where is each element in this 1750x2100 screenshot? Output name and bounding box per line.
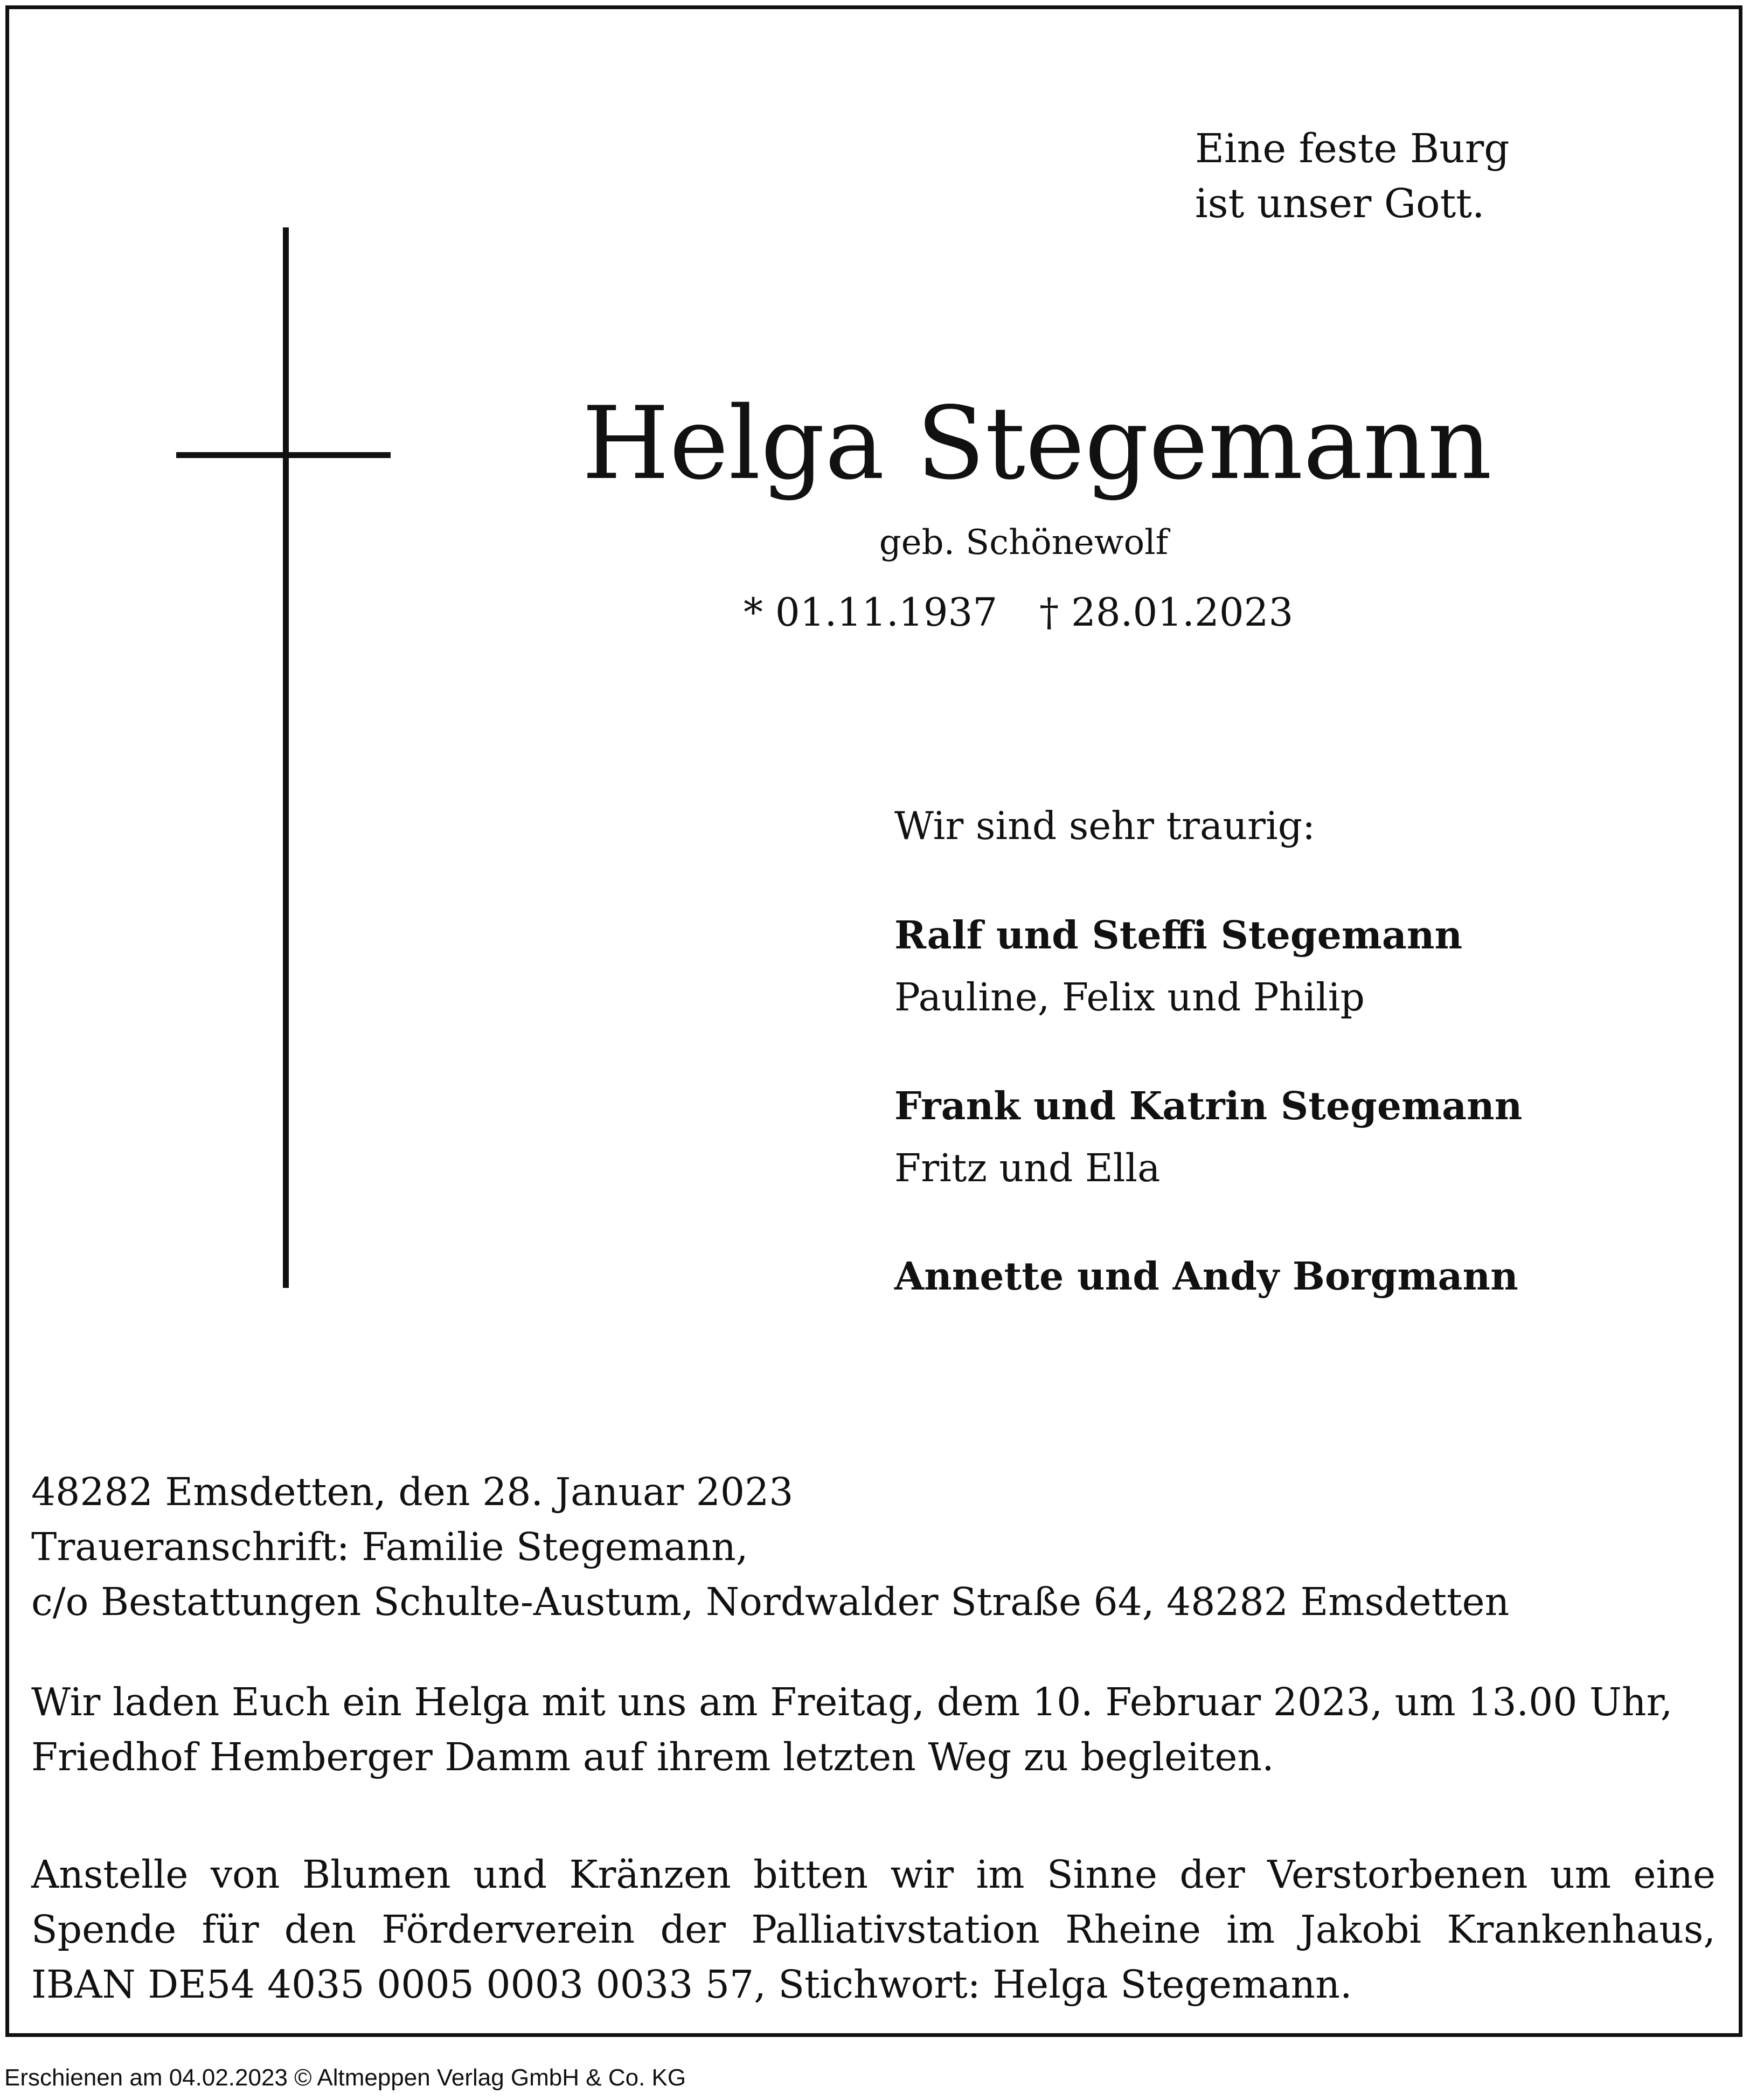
- donation-line: Anstelle von Blumen und Kränzen bitten wir im Sinne der Verstorbenen um eine: [31, 1852, 1716, 1897]
- donation-block: [31, 1847, 1716, 2012]
- life-dates: [744, 590, 1294, 635]
- death-date: † 28.01.2023: [1039, 590, 1294, 635]
- address-block: [31, 1465, 1509, 1630]
- verse: [1195, 121, 1510, 231]
- donation-line: Spende für den Förderverein der Palliativstation Rheine im Jakobi Krankenhaus,: [31, 1907, 1716, 1952]
- donation-line: IBAN DE54 4035 0005 0003 0033 57, Stichwort: Helga Stegemann.: [31, 1962, 1352, 2007]
- verse-line: ist unser Gott.: [1195, 181, 1485, 227]
- cross-horizontal-bar: [176, 452, 391, 458]
- mourners-intro: Wir sind sehr traurig:: [894, 803, 1316, 848]
- publication-footer: Erschienen am 04.02.2023 © Altmeppen Verlag GmbH & Co. KG: [4, 2064, 686, 2091]
- mourner-family-children: Pauline, Felix und Philip: [894, 975, 1365, 1020]
- mourner-family-children: Fritz und Ella: [894, 1146, 1161, 1190]
- invitation-line: Wir laden Euch ein Helga mit uns am Freitag, dem 10. Februar 2023, um 13.00 Uhr,: [31, 1680, 1673, 1724]
- invitation-line: Friedhof Hemberger Damm auf ihrem letzten Weg zu begleiten.: [31, 1735, 1274, 1779]
- deceased-name: Helga Stegemann: [582, 385, 1492, 502]
- mourner-family-name: Frank und Katrin Stegemann: [894, 1083, 1523, 1128]
- mourner-family-name: Annette und Andy Borgmann: [894, 1253, 1518, 1299]
- cross-vertical-bar: [283, 227, 289, 1288]
- address-line: 48282 Emsdetten, den 28. Januar 2023: [31, 1470, 794, 1514]
- birth-date: * 01.11.1937: [744, 590, 998, 635]
- address-line: Traueranschrift: Familie Stegemann,: [31, 1524, 748, 1569]
- address-line: c/o Bestattungen Schulte-Austum, Nordwalder Straße 64, 48282 Emsdetten: [31, 1579, 1510, 1624]
- mourner-family-name: Ralf und Steffi Stegemann: [894, 912, 1463, 958]
- birth-name: geb. Schönewolf: [879, 523, 1169, 563]
- verse-line: Eine feste Burg: [1195, 126, 1510, 172]
- invitation-block: [31, 1675, 1672, 1785]
